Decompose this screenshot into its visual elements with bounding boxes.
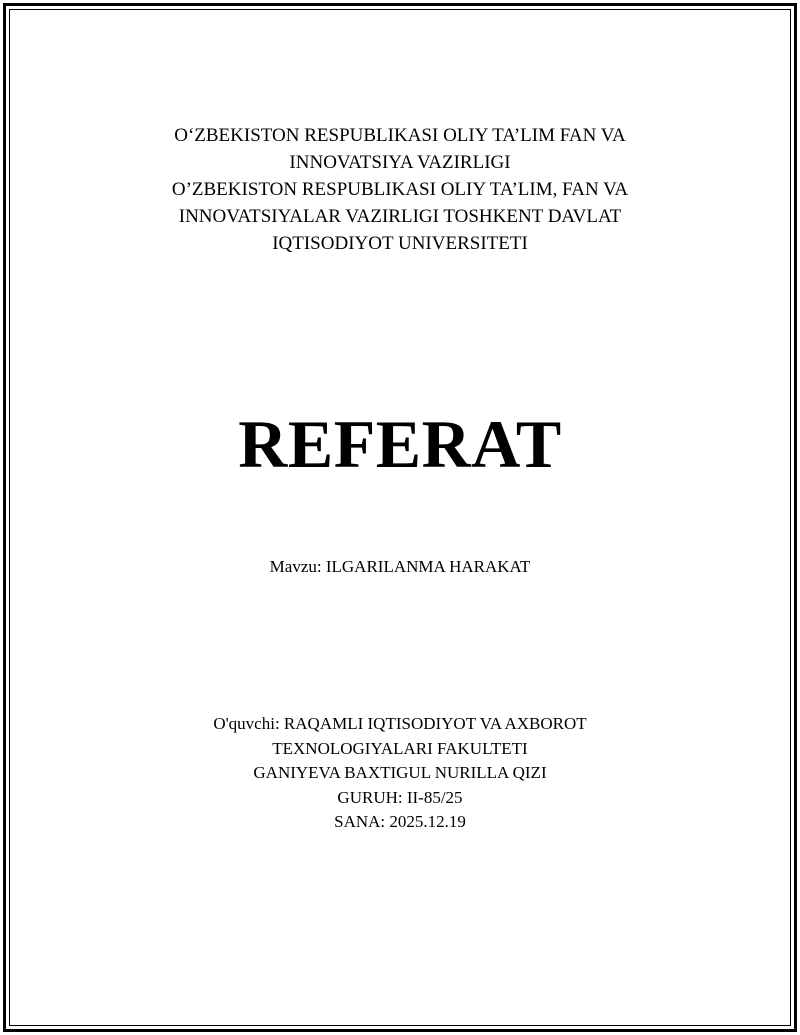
header-line-3: O’ZBEKISTON RESPUBLIKASI OLIY TA’LIM, FAN VA (171, 179, 629, 200)
header-line-4: INNOVATSIYALAR VAZIRLIGI TOSHKENT DAVLAT (178, 206, 622, 227)
student-info (100, 712, 700, 835)
ministry-header (100, 122, 700, 257)
topic-line: Mavzu: ILGARILANMA HARAKAT (269, 557, 531, 576)
header-line-1: O‘ZBEKISTON RESPUBLIKASI OLIY TA’LIM FAN VA (174, 125, 626, 146)
header-line-5: IQTISODIYOT UNIVERSITETI (272, 233, 528, 254)
header-line-2: INNOVATSIYA VAZIRLIGI (289, 152, 511, 173)
student-faculty-line-2: TEXNOLOGIYALARI FAKULTETI (272, 738, 528, 758)
student-group: GURUH: II-85/25 (337, 787, 463, 807)
document-title: REFERAT (238, 406, 562, 482)
student-faculty-line-1: O'quvchi: RAQAMLI IQTISODIYOT VA AXBOROT (213, 714, 587, 733)
student-name: GANIYEVA BAXTIGUL NURILLA QIZI (253, 763, 547, 782)
document-date: SANA: 2025.12.19 (334, 812, 466, 831)
